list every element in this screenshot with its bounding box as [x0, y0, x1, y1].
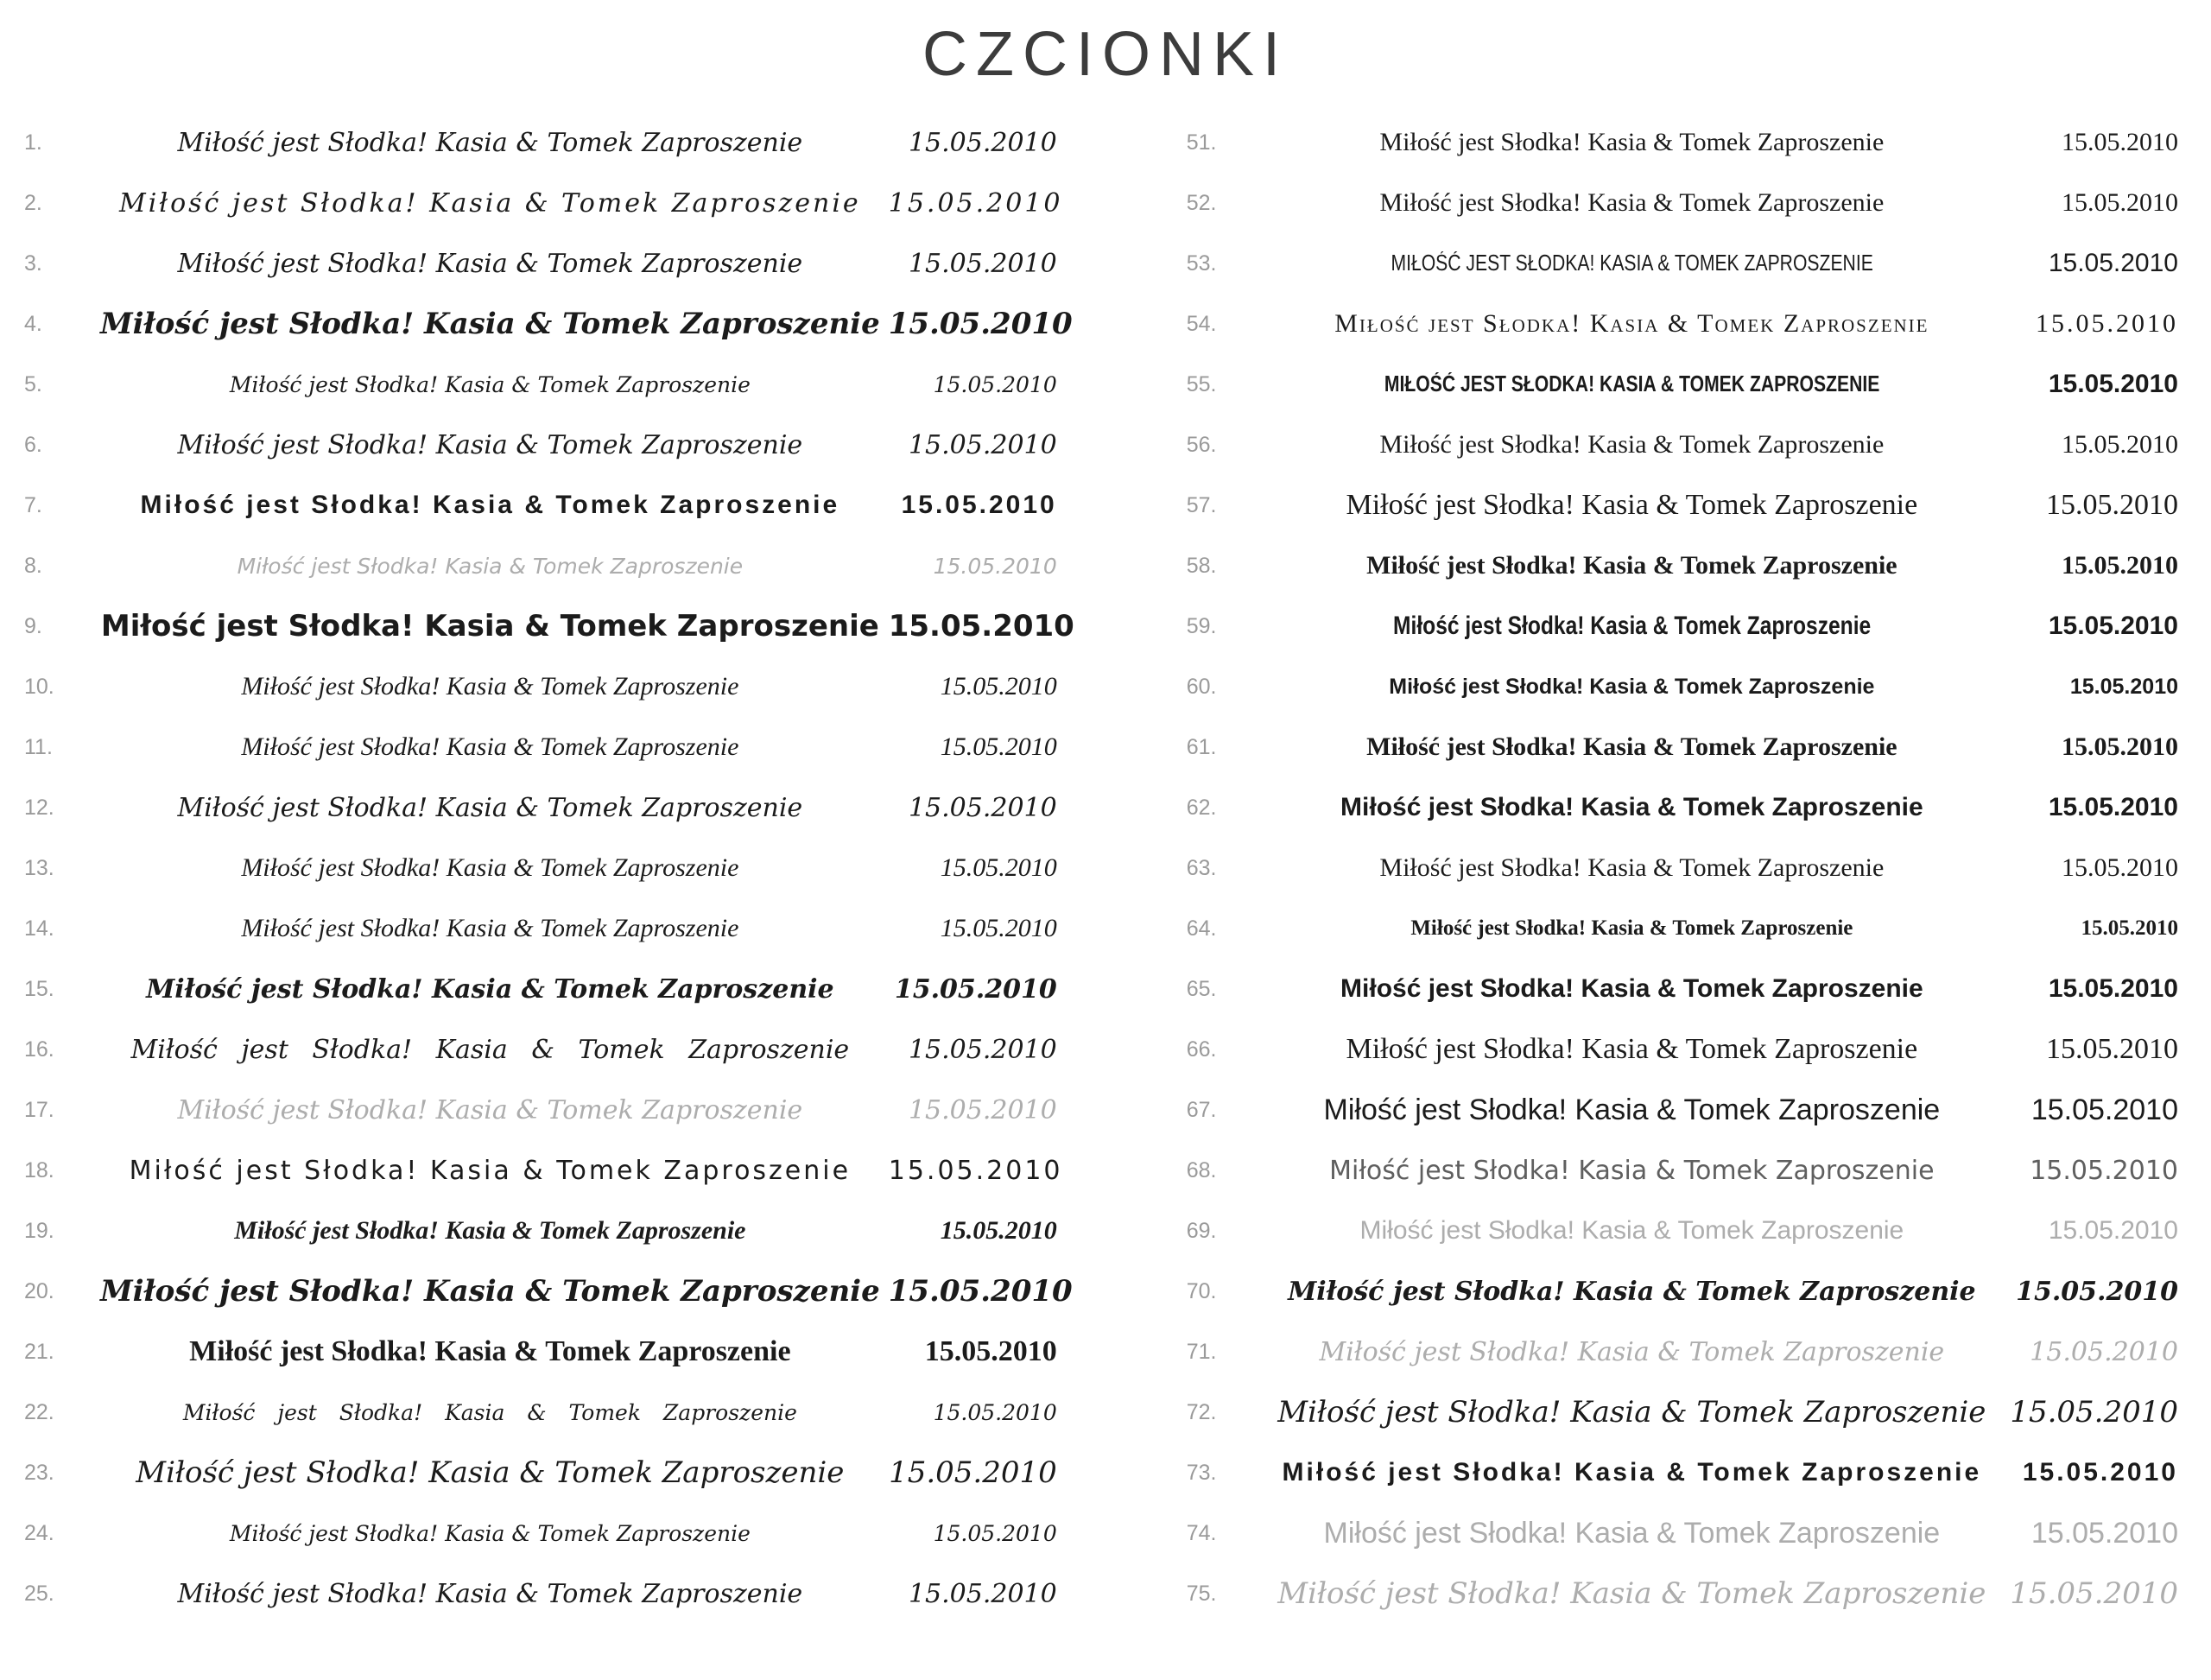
page-title: CZCIONKI [922, 20, 1289, 89]
font-sample-row [24, 1322, 1066, 1382]
sample-date: 15.05.2010 [908, 1578, 1057, 1609]
sample-text: Miłość jest Słodka! Kasia & Tomek Zaproszenie [177, 429, 803, 460]
sample-text: Miłość jest Słodka! Kasia & Tomek Zaproszenie [1334, 309, 1929, 338]
row-number: 59. [1186, 613, 1217, 638]
sample-text: Miłość jest Słodka! Kasia & Tomek Zaproszenie [1288, 1276, 1976, 1307]
row-number: 72. [1186, 1399, 1217, 1424]
row-number: 69. [1186, 1218, 1217, 1243]
sample-text: Miłość jest Słodka! Kasia & Tomek Zaproszenie [1392, 612, 1871, 640]
sample-date: 15.05.2010 [2062, 551, 2178, 580]
sample-text: Miłość jest Słodka! Kasia & Tomek Zaproszenie [189, 1335, 791, 1367]
sample-text: Miłość jest Słodka! Kasia & Tomek Zaproszenie [1277, 1395, 1986, 1430]
row-number: 22. [24, 1399, 54, 1424]
font-sample-row [1187, 838, 2187, 898]
sample-date: 15.05.2010 [940, 853, 1057, 882]
font-sample-row [1187, 1442, 2187, 1503]
row-number: 18. [24, 1157, 54, 1182]
sample-text: Miłość jest Słodka! Kasia & Tomek Zaproszenie [241, 672, 739, 701]
font-sample-row [1187, 1201, 2187, 1261]
row-number: 19. [24, 1218, 54, 1243]
sample-text: Miłość jest Słodka! Kasia & Tomek Zaproszenie [1319, 1336, 1945, 1367]
sample-date: 15.05.2010 [889, 1455, 1057, 1490]
row-number: 10. [24, 674, 54, 699]
font-sample-row [1187, 596, 2187, 656]
row-number: 52. [1186, 190, 1217, 215]
sample-text: Miłość jest Słodka! Kasia & Tomek Zaproszenie [182, 1399, 797, 1425]
sample-date: 15.05.2010 [888, 187, 1063, 219]
font-sample-row [24, 1080, 1066, 1140]
sample-date: 15.05.2010 [888, 609, 1074, 643]
sample-date: 15.05.2010 [2036, 309, 2178, 338]
sample-text: Miłość jest Słodka! Kasia & Tomek Zaproszenie [1389, 674, 1875, 699]
sample-text: Miłość jest Słodka! Kasia & Tomek Zaproszenie [237, 553, 744, 579]
row-number: 64. [1186, 916, 1217, 941]
sample-text: Miłość jest Słodka! Kasia & Tomek Zaproszenie [1366, 551, 1897, 580]
row-number: 61. [1186, 734, 1217, 759]
row-number: 1. [24, 130, 42, 155]
font-sample-row [1187, 233, 2187, 294]
font-sample-row [24, 112, 1066, 173]
font-sample-row [1187, 112, 2187, 173]
sample-date: 15.05.2010 [2069, 674, 2178, 699]
font-sample-row [24, 838, 1066, 898]
font-sample-row [24, 1442, 1066, 1503]
sample-date: 15.05.2010 [901, 491, 1057, 519]
font-sample-row [1187, 536, 2187, 596]
row-number: 54. [1186, 311, 1217, 336]
sample-text: Miłość jest Słodka! Kasia & Tomek Zaproszenie [1379, 128, 1885, 156]
font-sample-row [1187, 1503, 2187, 1563]
sample-date: 15.05.2010 [908, 127, 1057, 158]
row-number: 65. [1186, 976, 1217, 1001]
font-sample-row [1187, 898, 2187, 959]
row-number: 63. [1186, 855, 1217, 880]
font-sample-row [24, 173, 1066, 233]
sample-text: Miłość jest Słodka! Kasia & Tomek Zaproszenie [1282, 1458, 1982, 1487]
font-sample-row [1187, 717, 2187, 777]
font-sample-row [24, 959, 1066, 1019]
sample-date: 15.05.2010 [2016, 1276, 2178, 1307]
sample-date: 15.05.2010 [2048, 1216, 2178, 1245]
font-sample-row [24, 1563, 1066, 1624]
sample-text: Miłość jest Słodka! Kasia & Tomek Zaproszenie [177, 248, 803, 279]
sample-text: Miłość jest Słodka! Kasia & Tomek Zaproszenie [234, 1216, 746, 1245]
sample-date: 15.05.2010 [924, 1335, 1057, 1367]
sample-text: Miłość jest Słodka! Kasia & Tomek Zaproszenie [177, 1578, 803, 1609]
sample-text: Miłość jest Słodka! Kasia & Tomek Zaproszenie [241, 853, 739, 882]
sample-text: Miłość jest Słodka! Kasia & Tomek Zaproszenie [1340, 974, 1923, 1003]
font-sample-row [24, 898, 1066, 959]
sample-date: 15.05.2010 [888, 1274, 1073, 1309]
sample-date: 15.05.2010 [940, 672, 1057, 701]
font-sample-row [24, 1261, 1073, 1322]
row-number: 17. [24, 1097, 54, 1122]
row-number: 24. [24, 1520, 54, 1545]
sample-date: 15.05.2010 [2048, 249, 2178, 277]
font-sample-row [24, 294, 1073, 354]
font-sample-row [24, 415, 1066, 475]
sample-text: MIŁOŚĆ JEST SŁODKA! KASIA & TOMEK ZAPROSZENIE [1391, 250, 1873, 276]
font-sample-row [24, 1503, 1066, 1563]
font-sample-row [1187, 294, 2187, 354]
font-sample-row [24, 1019, 1066, 1080]
font-sample-row [1187, 1563, 2187, 1624]
sample-text: Miłość jest Słodka! Kasia & Tomek Zaproszenie [1323, 1093, 1941, 1126]
sample-text: Miłość jest Słodka! Kasia & Tomek Zaproszenie [100, 307, 880, 341]
sample-date: 15.05.2010 [933, 1520, 1057, 1546]
font-sample-row [1187, 1322, 2187, 1382]
sample-text: Miłość jest Słodka! Kasia & Tomek Zaproszenie [1366, 732, 1897, 761]
sample-date: 15.05.2010 [2030, 1516, 2178, 1550]
sample-date: 15.05.2010 [2010, 1576, 2178, 1611]
sample-text: Miłość jest Słodka! Kasia & Tomek Zaproszenie [1340, 793, 1923, 821]
font-sample-row [24, 354, 1066, 415]
row-number: 6. [24, 432, 42, 457]
sample-text: Miłość jest Słodka! Kasia & Tomek Zaproszenie [100, 609, 879, 643]
sample-date: 15.05.2010 [2048, 793, 2178, 821]
row-number: 67. [1186, 1097, 1217, 1122]
row-number: 11. [24, 734, 53, 759]
row-number: 4. [24, 311, 42, 336]
row-number: 16. [24, 1037, 54, 1062]
sample-date: 15.05.2010 [940, 1216, 1057, 1245]
row-number: 3. [24, 250, 42, 276]
sample-date: 15.05.2010 [888, 1155, 1063, 1186]
font-sample-row [1187, 656, 2187, 717]
font-sample-row [1187, 1080, 2187, 1140]
sample-date: 15.05.2010 [908, 248, 1057, 279]
sample-text: Miłość jest Słodka! Kasia & Tomek Zaproszenie [177, 792, 803, 823]
sample-date: 15.05.2010 [2010, 1395, 2178, 1430]
font-sample-row [1187, 354, 2187, 415]
sample-date: 15.05.2010 [2030, 1336, 2178, 1367]
sample-date: 15.05.2010 [2048, 974, 2178, 1003]
sample-text: Miłość jest Słodka! Kasia & Tomek Zaproszenie [177, 1094, 803, 1125]
font-sample-row [24, 717, 1066, 777]
row-number: 5. [24, 371, 42, 396]
font-sample-row [1187, 1140, 2187, 1201]
sample-text: Miłość jest Słodka! Kasia & Tomek Zaproszenie [1323, 1516, 1941, 1550]
row-number: 58. [1186, 553, 1217, 578]
row-number: 51. [1186, 130, 1217, 155]
font-sample-row [1187, 1382, 2187, 1442]
font-sample-row [1187, 1261, 2187, 1322]
sample-text: Miłość jest Słodka! Kasia & Tomek Zaproszenie [146, 973, 834, 1005]
sample-date: 15.05.2010 [888, 307, 1073, 341]
font-sample-row [24, 233, 1066, 294]
row-number: 56. [1186, 432, 1217, 457]
row-number: 53. [1186, 250, 1217, 276]
row-number: 12. [24, 795, 54, 820]
row-number: 25. [24, 1581, 54, 1606]
font-sample-row [1187, 475, 2187, 536]
sample-text: Miłość jest Słodka! Kasia & Tomek Zaproszenie [1379, 188, 1885, 217]
sample-text: Miłość jest Słodka! Kasia & Tomek Zaproszenie [1379, 430, 1885, 459]
sample-text: Miłość jest Słodka! Kasia & Tomek Zaproszenie [229, 371, 751, 397]
sample-date: 15.05.2010 [2022, 1458, 2178, 1487]
sample-date: 15.05.2010 [2046, 489, 2178, 521]
sample-text: Miłość jest Słodka! Kasia & Tomek Zaproszenie [119, 187, 861, 219]
row-number: 8. [24, 553, 42, 578]
sample-date: 15.05.2010 [894, 973, 1057, 1005]
font-columns [24, 112, 2187, 1624]
sample-date: 15.05.2010 [2062, 732, 2178, 761]
row-number: 75. [1186, 1581, 1217, 1606]
sample-text: Miłość jest Słodka! Kasia & Tomek Zaproszenie [229, 1520, 751, 1546]
row-number: 21. [24, 1339, 54, 1364]
right-column [1187, 112, 2187, 1624]
row-number: 57. [1186, 492, 1217, 517]
row-number: 71. [1186, 1339, 1217, 1364]
row-number: 60. [1186, 674, 1217, 699]
sample-text: Miłość jest Słodka! Kasia & Tomek Zaproszenie [140, 491, 840, 519]
sample-date: 15.05.2010 [2062, 430, 2178, 459]
font-sample-row [24, 777, 1066, 838]
row-number: 68. [1186, 1157, 1217, 1182]
sample-date: 15.05.2010 [933, 1399, 1057, 1425]
sample-date: 15.05.2010 [908, 1034, 1057, 1065]
sample-text: Miłość jest Słodka! Kasia & Tomek Zaproszenie [1329, 1155, 1935, 1186]
sample-date: 15.05.2010 [2046, 1033, 2178, 1065]
row-number: 55. [1186, 371, 1217, 396]
sample-text: Miłość jest Słodka! Kasia & Tomek Zaproszenie [136, 1455, 845, 1490]
font-sample-row [1187, 415, 2187, 475]
left-column [24, 112, 1074, 1624]
row-number: 7. [24, 492, 42, 517]
font-sample-row [24, 656, 1066, 717]
sample-date: 15.05.2010 [940, 732, 1057, 761]
row-number: 66. [1186, 1037, 1217, 1062]
sample-date: 15.05.2010 [2030, 1155, 2178, 1186]
row-number: 15. [24, 976, 54, 1001]
sample-date: 15.05.2010 [2062, 188, 2178, 217]
sample-text: Miłość jest Słodka! Kasia & Tomek Zaproszenie [1410, 916, 1853, 940]
sample-date: 15.05.2010 [933, 553, 1057, 579]
font-sample-row [24, 536, 1066, 596]
sample-text: Miłość jest Słodka! Kasia & Tomek Zaproszenie [1359, 1216, 1904, 1245]
sample-text: Miłość jest Słodka! Kasia & Tomek Zaproszenie [1346, 1033, 1918, 1065]
sample-text: Miłość jest Słodka! Kasia & Tomek Zaproszenie [241, 914, 739, 942]
sample-text: Miłość jest Słodka! Kasia & Tomek Zaproszenie [1379, 853, 1885, 882]
font-sample-row [24, 596, 1074, 656]
sample-text: MIŁOŚĆ JEST SŁODKA! KASIA & TOMEK ZAPROSZENIE [1384, 371, 1880, 396]
sample-date: 15.05.2010 [908, 429, 1057, 460]
sample-date: 15.05.2010 [2062, 853, 2178, 882]
font-sample-row [24, 1382, 1066, 1442]
row-number: 9. [24, 613, 42, 638]
sample-date: 15.05.2010 [2081, 916, 2178, 940]
font-sample-row [1187, 173, 2187, 233]
row-number: 62. [1186, 795, 1217, 820]
row-number: 73. [1186, 1460, 1217, 1485]
sample-date: 15.05.2010 [2048, 370, 2178, 398]
row-number: 74. [1186, 1520, 1217, 1545]
font-sample-row [1187, 1019, 2187, 1080]
row-number: 23. [24, 1460, 54, 1485]
sample-text: Miłość jest Słodka! Kasia & Tomek Zaproszenie [1346, 489, 1918, 521]
sample-text: Miłość jest Słodka! Kasia & Tomek Zaproszenie [100, 1274, 880, 1309]
sample-date: 15.05.2010 [908, 1094, 1057, 1125]
row-number: 70. [1186, 1278, 1217, 1303]
sample-text: Miłość jest Słodka! Kasia & Tomek Zaproszenie [129, 1155, 852, 1186]
sample-date: 15.05.2010 [2062, 128, 2178, 156]
row-number: 20. [24, 1278, 54, 1303]
sample-date: 15.05.2010 [908, 792, 1057, 823]
sample-date: 15.05.2010 [2048, 612, 2178, 640]
row-number: 14. [24, 916, 54, 941]
row-number: 2. [24, 190, 42, 215]
font-sample-row [24, 1140, 1066, 1201]
sample-text: Miłość jest Słodka! Kasia & Tomek Zaproszenie [177, 127, 803, 158]
sample-date: 15.05.2010 [2030, 1093, 2178, 1126]
font-sample-row [24, 1201, 1066, 1261]
row-number: 13. [24, 855, 54, 880]
font-sample-row [1187, 777, 2187, 838]
font-sample-row [1187, 959, 2187, 1019]
sample-text: Miłość jest Słodka! Kasia & Tomek Zaproszenie [241, 732, 739, 761]
sample-date: 15.05.2010 [933, 371, 1057, 397]
sample-date: 15.05.2010 [940, 914, 1057, 942]
sample-text: Miłość jest Słodka! Kasia & Tomek Zaproszenie [130, 1034, 850, 1065]
sample-text: Miłość jest Słodka! Kasia & Tomek Zaproszenie [1277, 1576, 1986, 1611]
font-sample-row [24, 475, 1066, 536]
